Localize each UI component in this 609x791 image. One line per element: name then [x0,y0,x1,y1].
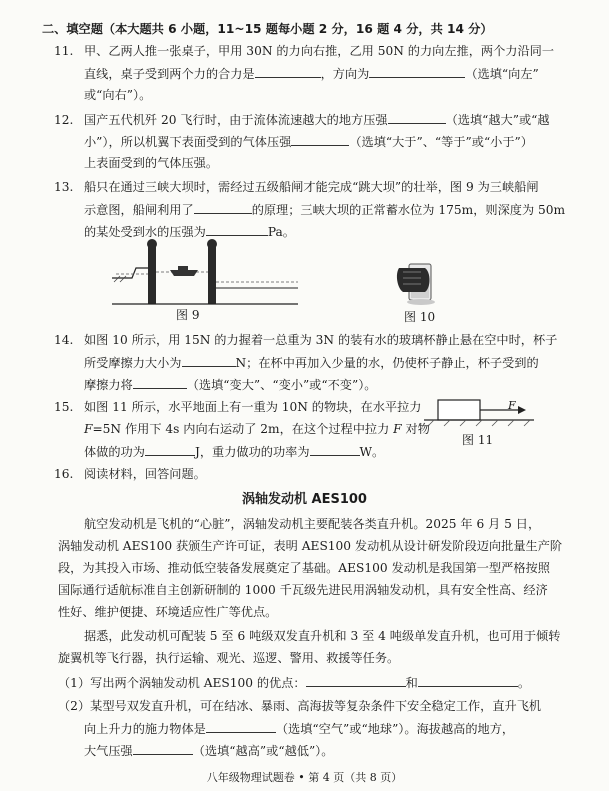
question-number: 13. [54,180,74,194]
answer-blank[interactable] [388,110,446,124]
answer-blank[interactable] [145,442,195,456]
answer-blank[interactable] [182,353,236,367]
question-16-intro: 16. 阅读材料，回答问题。 [54,465,206,484]
question-number: 14. [54,333,74,347]
sub-question-1: （1）写出两个涡轴发动机 AES100 的优点： 和 。 [58,673,530,693]
question-13-line3: 的某处受到水的压强为 Pa。 [84,222,295,242]
question-11-line2: 直线，桌子受到两个力的合力是 ，方向为 （选填“向左” [84,64,539,84]
question-number: 12. [54,113,74,127]
article-paragraph-line: 国际通行适航标准自主创新研制的 1000 千瓦级先进民用涡轴发动机，具有安全性高、经济 [58,583,548,597]
answer-blank[interactable] [133,375,187,389]
figure-10-caption: 图 10 [404,310,436,324]
hand-holding-cup-figure [395,258,447,306]
question-15-line1: 15. 如图 11 所示，水平地面上有一重为 10N 的物块，在水平拉力 [54,398,422,417]
sub-question-2-line3: 大气压强 （选填“越高”或“越低”）。 [84,741,333,761]
question-number: 11. [54,44,74,58]
answer-blank[interactable] [255,64,321,78]
page-footer: 八年级物理试题卷 • 第 4 页（共 8 页） [206,771,403,784]
sub-question-2-line2: 向上升力的施力物体是 （选填“空气”或“地球”）。海拔越高的地方， [84,719,514,739]
sub-question-2-line1: （2）某型号双发直升机，可在结冰、暴雨、高海拔等复杂条件下安全稳定工作，直升飞机 [58,699,542,713]
article-paragraph-line: 性好、维护便捷、环境适应性广等优点。 [58,605,278,619]
article-paragraph-line: 涡轴发动机 AES100 获颁生产许可证，表明 AES100 发动机从设计研发阶段迈向批量生产阶 [58,539,563,553]
article-title: 涡轴发动机 AES100 [242,492,367,507]
article-paragraph-line: 据悉，此发动机可配装 5 至 6 吨级双发直升机和 3 至 4 吨级单发直升机，也可用于倾转 [84,629,561,643]
answer-blank[interactable] [310,442,360,456]
article-paragraph-line: 旋翼机等飞行器，执行运输、观光、巡逻、警用、救援等任务。 [58,651,400,665]
question-12-line2: 小”），所以机翼下表面受到的气体压强 （选填“大于”、“等于”或“小于”） [84,132,533,152]
answer-blank[interactable] [206,222,268,236]
question-12-line1: 12. 国产五代机歼 20 飞行时，由于流体流速越大的地方压强 （选填“越大”或“越 [54,110,550,130]
answer-blank[interactable] [194,200,252,214]
question-11-line1: 11. 甲、乙两人推一张桌子，甲用 30N 的力向右推，乙用 50N 的力向左推，两个力沿同一 [54,42,554,61]
article-paragraph-line: 段，为其投入市场、推动低空装备发展奠定了基础。AES100 发动机是我国第一型严格按照 [58,561,550,575]
section-title: 二、填空题（本大题共 6 小题，11~15 题每小题 2 分，16 题 4 分，共 14 分） [42,22,493,36]
figure-11-caption: 图 11 [462,433,494,447]
question-15-line3: 体做的功为 J，重力做功的功率为 W。 [84,442,384,462]
question-12-line3: 上表面受到的气体压强。 [84,156,219,170]
block-on-ground-figure [424,394,536,428]
answer-blank[interactable] [291,132,349,146]
answer-blank[interactable] [206,719,276,733]
question-number: 16. [54,467,74,481]
question-14-line1: 14. 如图 10 所示，用 15N 的力握着一总重为 3N 的装有水的玻璃杯静止悬在空中时，杯子 [54,331,557,350]
question-14-line3: 摩擦力将 （选填“变大”、“变小”或“不变”）。 [84,375,376,395]
answer-blank[interactable] [418,673,518,687]
ship-lock-figure [112,238,302,308]
article-paragraph-line: 航空发动机是飞机的“心脏”，涡轴发动机主要配装各类直升机。2025 年 6 月 5 日， [84,517,541,531]
question-13-line2: 示意图，船闸利用了 的原理；三峡大坝的正常蓄水位为 175m，则深度为 50m [84,200,565,220]
answer-blank[interactable] [306,673,406,687]
question-number: 15. [54,400,74,414]
question-13-line1: 13. 船只在通过三峡大坝时，需经过五级船闸才能完成“跳大坝”的壮举，图 9 为三峡船闸 [54,178,539,197]
answer-blank[interactable] [133,741,193,755]
answer-blank[interactable] [369,64,465,78]
question-11-line3: 或“向右”）。 [84,88,152,102]
force-label: F [508,399,516,412]
question-14-line2: 所受摩擦力大小为 N；在杯中再加入少量的水，仍使杯子静止，杯子受到的 [84,353,539,373]
figure-9-caption: 图 9 [176,308,200,322]
question-15-line2: F=5N 作用下 4s 内向右运动了 2m，在这个过程中拉力 F 对物 [84,422,430,436]
